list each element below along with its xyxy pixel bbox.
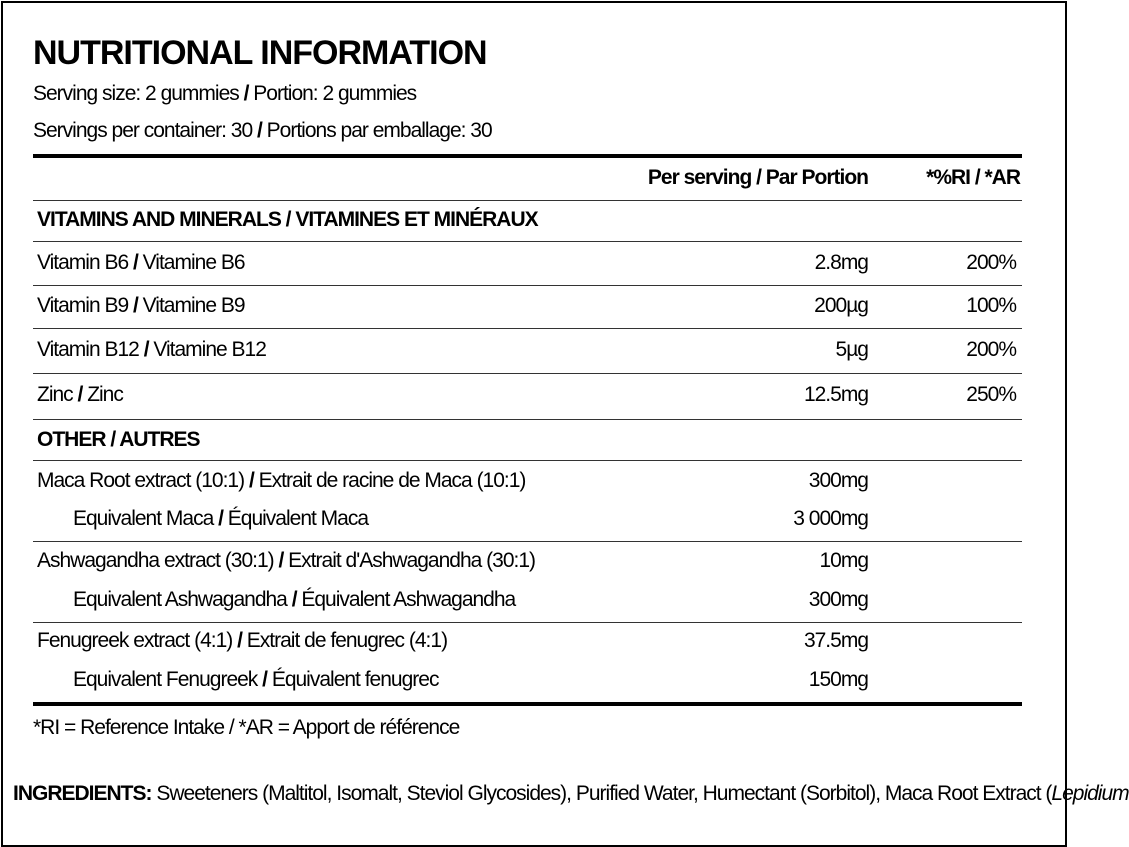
- nutrient-ri: 200%: [966, 251, 1016, 274]
- divider: [33, 154, 1022, 158]
- nutrient-amount: 5µg: [835, 338, 868, 361]
- ingredient-amount: 10mg: [819, 549, 868, 572]
- equivalent-amount: 150mg: [808, 668, 868, 691]
- column-header-ri: *%RI / *AR: [926, 166, 1020, 189]
- divider: [33, 460, 1022, 461]
- nutrient-amount: 2.8mg: [814, 251, 868, 274]
- ingredient-amount: 37.5mg: [803, 629, 868, 652]
- page-title: NUTRITIONAL INFORMATION: [33, 34, 487, 72]
- separator: /: [256, 119, 262, 142]
- servings-per-container-en: Servings per container: 30: [33, 119, 257, 142]
- divider: [33, 419, 1022, 420]
- equivalent-amount: 300mg: [808, 588, 868, 611]
- divider: [33, 541, 1022, 542]
- footnote: *RI = Reference Intake / *AR = Apport de référence: [33, 716, 460, 739]
- nutrient-ri: 250%: [966, 383, 1016, 406]
- servings-per-container-line: [33, 119, 492, 143]
- section-other-heading: OTHER / AUTRES: [37, 428, 200, 451]
- ingredients-text: Sweeteners (Maltitol, Isomalt, Steviol Glycosides), Purified Water, Humectant (Sorbitol), Maca Root Extract (: [151, 782, 1052, 805]
- column-header-per-serving: Per serving / Par Portion: [647, 166, 868, 189]
- nutrient-name: Vitamin B9 / Vitamine B9: [37, 294, 245, 317]
- ingredients-label: INGREDIENTS:: [13, 782, 152, 805]
- serving-size-en: Serving size: 2 gummies: [33, 82, 244, 105]
- nutrient-amount: 200µg: [814, 294, 868, 317]
- divider: [33, 200, 1022, 201]
- nutrient-amount: 12.5mg: [803, 383, 868, 406]
- divider: [33, 622, 1022, 623]
- ingredient-name: Fenugreek extract (4:1) / Extrait de fenugrec (4:1): [37, 629, 448, 652]
- nutrient-name: Vitamin B12 / Vitamine B12: [37, 338, 266, 361]
- divider: [33, 328, 1022, 329]
- equivalent-name: Equivalent Ashwagandha / Équivalent Ashwagandha: [73, 588, 516, 611]
- separator: /: [243, 82, 249, 105]
- equivalent-name: Equivalent Maca / Équivalent Maca: [73, 507, 369, 530]
- nutrient-name: Zinc / Zinc: [37, 383, 123, 406]
- divider: [33, 373, 1022, 374]
- nutrient-name: Vitamin B6 / Vitamine B6: [37, 251, 245, 274]
- ingredient-name: Maca Root extract (10:1) / Extrait de racine de Maca (10:1): [37, 469, 526, 492]
- divider: [33, 241, 1022, 242]
- divider: [33, 702, 1022, 706]
- divider: [33, 285, 1022, 286]
- section-vitamins-heading: VITAMINS AND MINERALS / VITAMINES ET MINÉRAUX: [37, 208, 538, 231]
- ingredient-amount: 300mg: [808, 469, 868, 492]
- servings-per-container-fr: Portions par emballage: 30: [261, 119, 492, 142]
- equivalent-name: Equivalent Fenugreek / Équivalent fenugrec: [73, 668, 439, 691]
- ingredient-name: Ashwagandha extract (30:1) / Extrait d'Ashwagandha (30:1): [37, 549, 536, 572]
- nutrient-ri: 200%: [966, 338, 1016, 361]
- ingredients-italic: Lepidium: [1051, 782, 1129, 805]
- serving-size-fr: Portion: 2 gummies: [248, 82, 417, 105]
- serving-size-line: [33, 82, 416, 106]
- nutrient-ri: 100%: [966, 294, 1016, 317]
- ingredients-line: [13, 782, 1129, 806]
- equivalent-amount: 3 000mg: [793, 507, 868, 530]
